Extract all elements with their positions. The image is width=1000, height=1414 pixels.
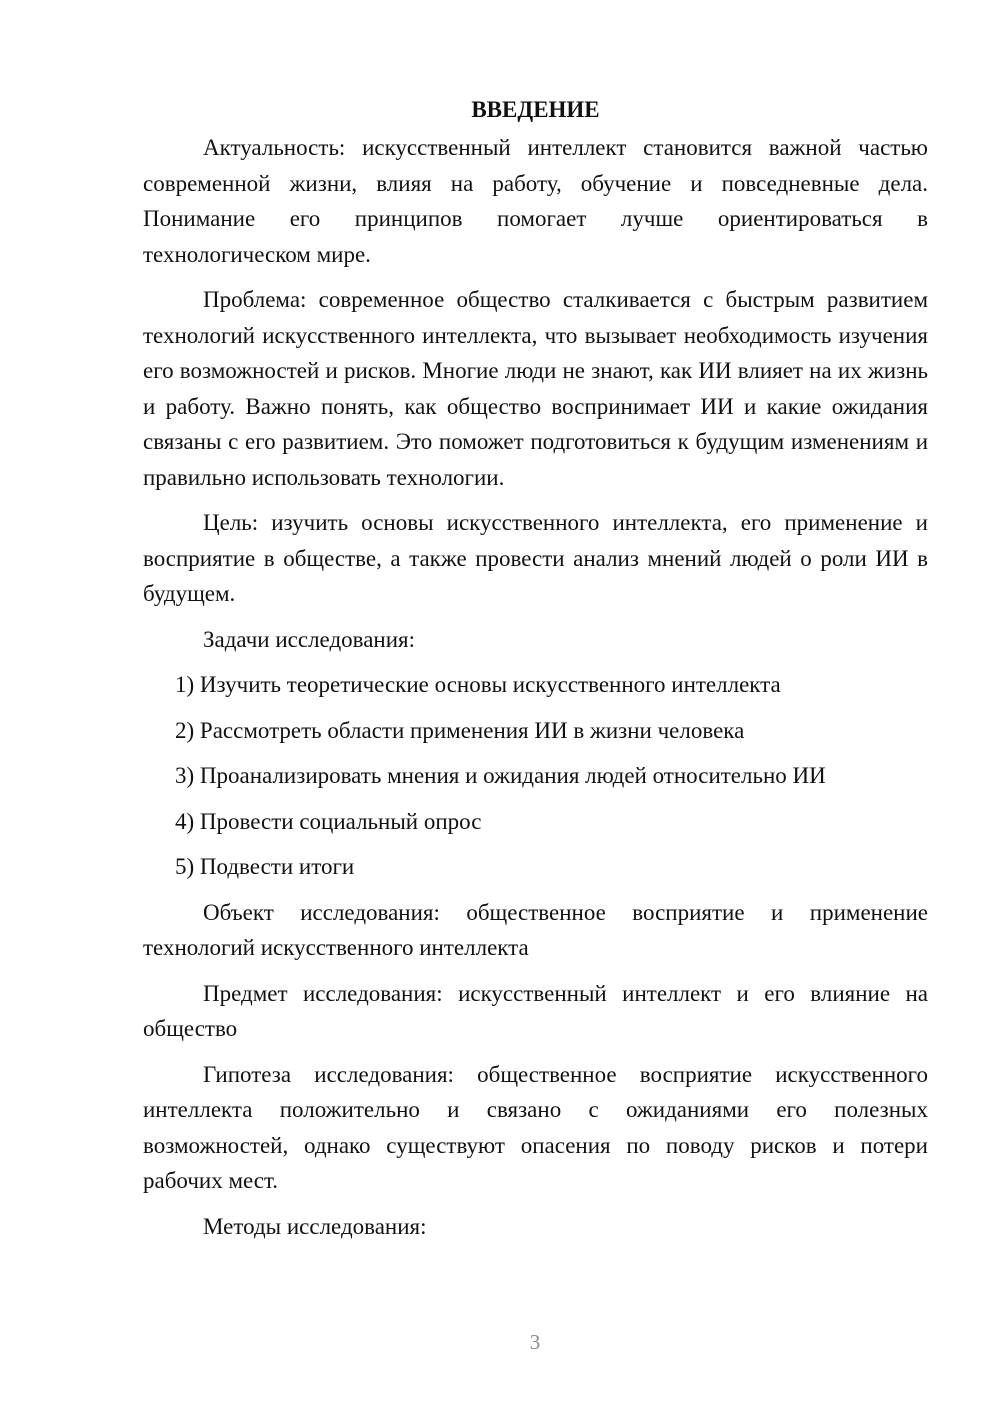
page-title: ВВЕДЕНИЕ xyxy=(471,97,600,122)
list-item: 3) Проанализировать мнения и ожидания людей относительно ИИ xyxy=(175,763,826,788)
methods-heading: Методы исследования: xyxy=(203,1213,427,1239)
list-item: 2) Рассмотреть области применения ИИ в жизни человека xyxy=(175,717,745,743)
page-number: 3 xyxy=(529,1330,541,1354)
paragraph-object: Объект исследования: общественное восприятие и применение технологий искусственного интеллекта xyxy=(143,899,928,960)
tasks-heading: Задачи исследования: xyxy=(203,626,416,652)
document-page xyxy=(143,92,928,1254)
paragraph-hypothesis: Гипотеза исследования: общественное восприятие искусственного интеллекта положительно и связано с ожиданиями его полезных возможностей, однако существуют опасения по поводу рисков и потери рабочих мест. xyxy=(143,1061,928,1193)
list-item: 5) Подвести итоги xyxy=(175,854,355,879)
list-item: 4) Провести социальный опрос xyxy=(175,808,482,834)
paragraph-goal: Цель: изучить основы искусственного интеллекта, его применение и восприятие в обществе, а также провести анализ мнений людей о роли ИИ в будущем. xyxy=(143,510,928,606)
list-item: 1) Изучить теоретические основы искусственного интеллекта xyxy=(175,672,781,697)
paragraph-relevance: Актуальность: искусственный интеллект становится важной частью современной жизни, влияя на работу, обучение и повседневные дела. Понимание его принципов помогает лучше ориентироваться в технологическом мире. xyxy=(143,135,928,267)
tasks-list xyxy=(143,667,928,885)
paragraph-subject: Предмет исследования: искусственный интеллект и его влияние на общество xyxy=(143,980,928,1041)
paragraph-problem: Проблема: современное общество сталкивается с быстрым развитием технологий искусственного интеллекта, что вызывает необходимость изучения его возможностей и рисков. Многие люди не знают, как ИИ влияет на их жизнь и работу. Важно понять, как общество воспринимает ИИ и какие ожидания связаны с его развитием. Это поможет подготовиться к будущим изменениям и правильно использовать технологии. xyxy=(143,287,928,490)
